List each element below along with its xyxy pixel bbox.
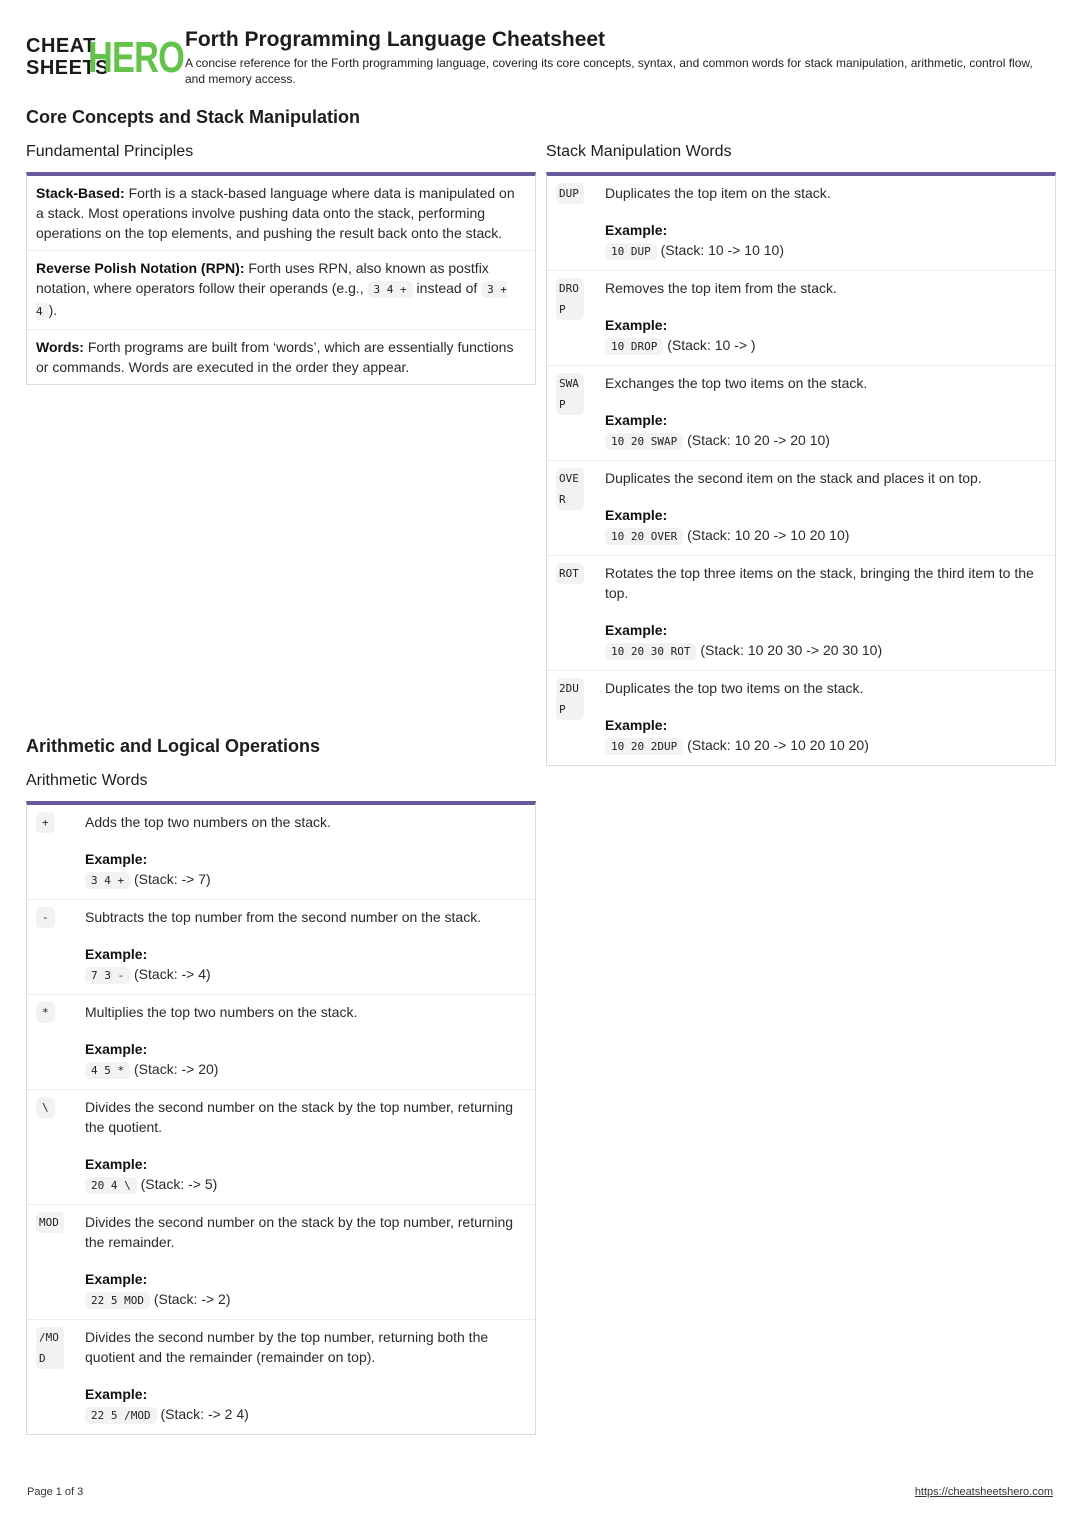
- word-row: [27, 900, 535, 995]
- word-row: [547, 271, 1055, 366]
- word-badge: OVER: [556, 468, 584, 510]
- word-row: [27, 1205, 535, 1320]
- example-label: Example:: [605, 622, 668, 638]
- description-cell: [85, 1002, 535, 1081]
- principle-stack-based: [27, 176, 535, 251]
- description-cell: [605, 373, 1055, 452]
- word-badge: \: [36, 1097, 55, 1118]
- stack-result: (Stack: 10 20 -> 10 20 10 20): [687, 737, 869, 753]
- word-badge: DROP: [556, 278, 584, 320]
- site-link[interactable]: https://cheatsheetshero.com: [914, 1486, 1053, 1498]
- word-cell: [27, 1212, 85, 1311]
- code-snippet: 22 5 MOD: [85, 1292, 150, 1309]
- description-cell: [85, 1097, 535, 1196]
- word-badge: MOD: [36, 1212, 64, 1233]
- code-snippet: 10 20 OVER: [605, 528, 683, 545]
- word-row: [27, 995, 535, 1090]
- logo-text-hero: HERO: [88, 33, 185, 82]
- example-line: [605, 735, 1041, 757]
- principle-label: Reverse Polish Notation (RPN):: [36, 260, 245, 276]
- word-cell: [547, 678, 605, 757]
- word-cell: [27, 1327, 85, 1426]
- example-line: [85, 1059, 521, 1081]
- page-title: Forth Programming Language Cheatsheet: [185, 28, 606, 51]
- example-label: Example:: [605, 717, 668, 733]
- card-title-fundamentals: Fundamental Principles: [26, 143, 194, 160]
- word-badge: *: [36, 1002, 55, 1023]
- code-snippet: 3 4 +: [368, 281, 413, 298]
- principle-text: Forth is a stack-based language where data is manipulated on a stack. Most operations involve pushing data onto the stack, performing operations on the top elements, and pushing the result back onto the stack.: [36, 185, 515, 241]
- word-description: Adds the top two numbers on the stack.: [85, 814, 331, 830]
- code-snippet: 20 4 \: [85, 1177, 137, 1194]
- example-line: [605, 240, 1041, 262]
- example-line: [605, 335, 1041, 357]
- word-cell: [27, 812, 85, 891]
- code-snippet: 10 DUP: [605, 243, 657, 260]
- description-cell: [85, 1327, 535, 1426]
- word-description: Subtracts the top number from the second number on the stack.: [85, 909, 482, 925]
- word-row: [547, 366, 1055, 461]
- word-cell: [547, 278, 605, 357]
- example-label: Example:: [605, 317, 668, 333]
- word-description: Divides the second number by the top number, returning both the quotient and the remainder (remainder on top).: [85, 1329, 489, 1365]
- word-description: Divides the second number on the stack by the top number, returning the remainder.: [85, 1214, 514, 1250]
- stack-result: (Stack: -> 2 4): [160, 1406, 249, 1422]
- description-cell: [85, 907, 535, 986]
- example-line: [85, 1404, 521, 1426]
- principle-rpn: [27, 251, 535, 330]
- code-snippet: 10 20 SWAP: [605, 433, 683, 450]
- example-line: [605, 430, 1041, 452]
- stack-result: (Stack: 10 20 -> 20 10): [687, 432, 830, 448]
- card-title-stack-words: Stack Manipulation Words: [546, 143, 732, 160]
- example-line: [605, 525, 1041, 547]
- word-row: [547, 461, 1055, 556]
- example-line: [605, 640, 1041, 662]
- section-title-arith: Arithmetic and Logical Operations: [26, 736, 321, 756]
- code-snippet: 4 5 *: [85, 1062, 130, 1079]
- stack-result: (Stack: -> 20): [134, 1061, 219, 1077]
- word-row: [27, 1090, 535, 1205]
- stack-words-card: [546, 172, 1056, 766]
- cheatsheetshero-logo[interactable]: [26, 33, 185, 82]
- example-line: [85, 1289, 521, 1311]
- word-row: [27, 805, 535, 900]
- code-snippet: 3 4 +: [85, 872, 130, 889]
- word-cell: [27, 1002, 85, 1081]
- word-badge: /MOD: [36, 1327, 64, 1369]
- code-snippet: 10 DROP: [605, 338, 663, 355]
- description-cell: [85, 1212, 535, 1311]
- principle-text: ).: [48, 302, 58, 318]
- word-description: Exchanges the top two items on the stack.: [605, 375, 868, 391]
- word-cell: [27, 1097, 85, 1196]
- example-label: Example:: [605, 222, 668, 238]
- page-subtitle: A concise reference for the Forth programming language, covering its core concepts, syntax, and common words for stack manipulation, arithmetic, control flow, and memory access.: [185, 56, 1033, 86]
- stack-result: (Stack: 10 -> ): [667, 337, 756, 353]
- principle-text: Forth programs are built from ‘words’, which are essentially functions or commands. Words are executed in the order they appear.: [36, 339, 514, 375]
- example-label: Example:: [85, 1156, 148, 1172]
- code-snippet: 3 + 4: [36, 283, 508, 318]
- page-number: Page 1 of 3: [27, 1486, 84, 1498]
- word-row: [547, 556, 1055, 671]
- word-description: Removes the top item from the stack.: [605, 280, 837, 296]
- example-label: Example:: [85, 1271, 148, 1287]
- word-description: Duplicates the top item on the stack.: [605, 185, 831, 201]
- code-snippet: 22 5 /MOD: [85, 1407, 157, 1424]
- stack-result: (Stack: -> 4): [134, 966, 211, 982]
- example-label: Example:: [85, 1041, 148, 1057]
- word-description: Duplicates the top two items on the stack.: [605, 680, 864, 696]
- example-line: [85, 964, 521, 986]
- word-row: [27, 1320, 535, 1434]
- example-label: Example:: [605, 507, 668, 523]
- code-snippet: 7 3 -: [85, 967, 130, 984]
- stack-result: (Stack: 10 20 -> 10 20 10): [687, 527, 850, 543]
- word-description: Divides the second number on the stack by the top number, returning the quotient.: [85, 1099, 514, 1135]
- word-cell: [27, 907, 85, 986]
- principle-text: Forth uses RPN, also known as postfix notation, where operators follow their operands (e.g.,: [36, 260, 489, 296]
- principle-label: Words:: [36, 339, 84, 355]
- example-line: [85, 869, 521, 891]
- example-label: Example:: [85, 946, 148, 962]
- card-title-arith-words: Arithmetic Words: [26, 772, 148, 789]
- example-label: Example:: [85, 1386, 148, 1402]
- stack-result: (Stack: -> 7): [134, 871, 211, 887]
- description-cell: [85, 812, 535, 891]
- word-description: Duplicates the second item on the stack and places it on top.: [605, 470, 982, 486]
- word-cell: [547, 468, 605, 547]
- stack-result: (Stack: -> 5): [140, 1176, 218, 1192]
- example-label: Example:: [605, 412, 668, 428]
- example-line: [85, 1174, 521, 1196]
- description-cell: [605, 183, 1055, 262]
- word-badge: +: [36, 812, 55, 833]
- stack-result: (Stack: -> 2): [153, 1291, 231, 1307]
- fundamentals-card: [26, 172, 536, 385]
- description-cell: [605, 278, 1055, 357]
- description-cell: [605, 678, 1055, 757]
- arith-words-card: [26, 801, 536, 1435]
- section-title-core: Core Concepts and Stack Manipulation: [26, 107, 361, 127]
- example-label: Example:: [85, 851, 148, 867]
- description-cell: [605, 468, 1055, 547]
- word-cell: [547, 373, 605, 452]
- page-header: [26, 28, 1056, 88]
- word-row: [547, 176, 1055, 271]
- logo-text-sheets: SHEETS: [26, 57, 110, 79]
- word-badge: 2DUP: [556, 678, 584, 720]
- word-description: Multiplies the top two numbers on the stack.: [85, 1004, 358, 1020]
- word-description: Rotates the top three items on the stack, bringing the third item to the top.: [605, 565, 1034, 601]
- code-snippet: 10 20 30 ROT: [605, 643, 696, 660]
- word-badge: DUP: [556, 183, 584, 204]
- word-badge: -: [36, 907, 55, 928]
- stack-result: (Stack: 10 20 30 -> 20 30 10): [700, 642, 883, 658]
- principle-words: [27, 330, 535, 384]
- principle-label: Stack-Based:: [36, 185, 125, 201]
- word-badge: ROT: [556, 563, 584, 584]
- description-cell: [605, 563, 1055, 662]
- word-badge: SWAP: [556, 373, 584, 415]
- word-cell: [547, 183, 605, 262]
- word-cell: [547, 563, 605, 662]
- code-snippet: 10 20 2DUP: [605, 738, 683, 755]
- stack-result: (Stack: 10 -> 10 10): [660, 242, 784, 258]
- logo-text-cheat: CHEAT: [26, 35, 96, 57]
- principle-text: instead of: [416, 280, 478, 296]
- word-row: [547, 671, 1055, 765]
